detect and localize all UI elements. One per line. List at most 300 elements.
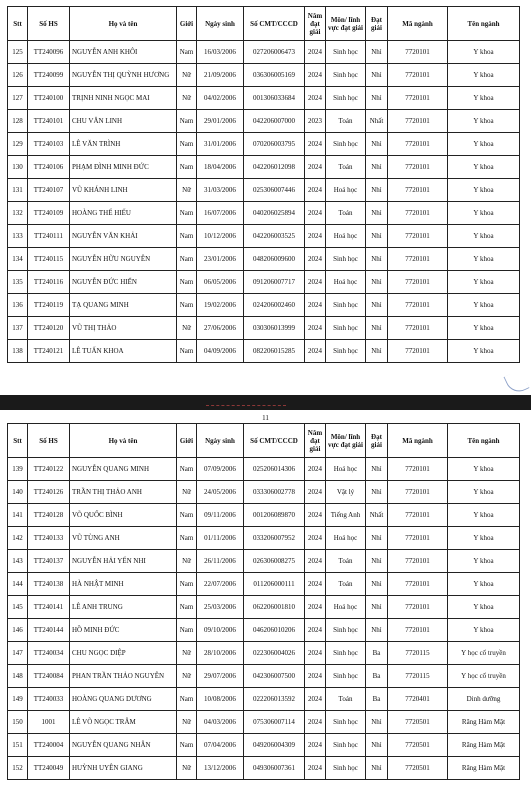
cell-student-id: TT240137 — [28, 550, 70, 573]
cell-student-id: TT240144 — [28, 619, 70, 642]
cell-award-year: 2024 — [305, 711, 326, 734]
cell-stt: 145 — [8, 596, 28, 619]
cell-id-number: 075306007114 — [244, 711, 305, 734]
cell-gender: Nam — [177, 504, 197, 527]
cell-birth-date: 09/10/2006 — [197, 619, 244, 642]
cell-id-number: 082206015285 — [244, 340, 305, 363]
cell-major-name: Y khoa — [448, 550, 520, 573]
col-header-award: Đạt giải — [366, 424, 388, 458]
cell-award-year: 2024 — [305, 550, 326, 573]
cell-id-number: 033206007952 — [244, 527, 305, 550]
cell-award: Ba — [366, 688, 388, 711]
table-row — [8, 225, 520, 248]
cell-major-name: Y khoa — [448, 202, 520, 225]
cell-major-name: Y khoa — [448, 458, 520, 481]
cell-major-name: Răng Hàm Mặt — [448, 711, 520, 734]
cell-stt: 150 — [8, 711, 28, 734]
cell-full-name: VÕ QUỐC BÌNH — [70, 504, 177, 527]
cell-subject: Sinh học — [326, 317, 366, 340]
cell-major-code: 7720101 — [388, 110, 448, 133]
col-header-id-number: Số CMT/CCCD — [244, 424, 305, 458]
cell-award: Nhì — [366, 133, 388, 156]
cell-award: Nhì — [366, 757, 388, 780]
cell-subject: Sinh học — [326, 87, 366, 110]
cell-award: Nhất — [366, 110, 388, 133]
cell-award-year: 2024 — [305, 688, 326, 711]
col-header-major-name: Tên ngành — [448, 7, 520, 41]
cell-full-name: HOÀNG THẾ HIẾU — [70, 202, 177, 225]
cell-stt: 126 — [8, 64, 28, 87]
cell-subject: Sinh học — [326, 294, 366, 317]
cell-full-name: LÊ VĂN TRÌNH — [70, 133, 177, 156]
cell-gender: Nam — [177, 41, 197, 64]
cell-subject: Sinh học — [326, 340, 366, 363]
table-row — [8, 550, 520, 573]
cell-major-name: Y khoa — [448, 619, 520, 642]
cell-major-name: Y học cổ truyền — [448, 642, 520, 665]
cell-birth-date: 16/07/2006 — [197, 202, 244, 225]
cell-student-id: TT240106 — [28, 156, 70, 179]
table-row — [8, 64, 520, 87]
cell-id-number: 070206003795 — [244, 133, 305, 156]
cell-full-name: HÀ NHẬT MINH — [70, 573, 177, 596]
cell-full-name: VŨ KHÁNH LINH — [70, 179, 177, 202]
cell-id-number: 022206013592 — [244, 688, 305, 711]
cell-major-code: 7720101 — [388, 504, 448, 527]
cell-student-id: TT240096 — [28, 41, 70, 64]
cell-full-name: LÊ VÕ NGỌC TRÂM — [70, 711, 177, 734]
cell-award-year: 2024 — [305, 64, 326, 87]
cell-student-id: TT240115 — [28, 248, 70, 271]
cell-gender: Nam — [177, 596, 197, 619]
cell-gender: Nam — [177, 156, 197, 179]
cell-stt: 131 — [8, 179, 28, 202]
cell-subject: Hoá học — [326, 458, 366, 481]
cell-stt: 148 — [8, 665, 28, 688]
cell-award: Nhì — [366, 41, 388, 64]
cell-award-year: 2024 — [305, 133, 326, 156]
col-header-id-number: Số CMT/CCCD — [244, 7, 305, 41]
cell-student-id: TT240128 — [28, 504, 70, 527]
cell-award: Nhì — [366, 458, 388, 481]
cell-stt: 138 — [8, 340, 28, 363]
table-row — [8, 294, 520, 317]
cell-birth-date: 18/04/2006 — [197, 156, 244, 179]
cell-subject: Sinh học — [326, 734, 366, 757]
cell-gender: Nam — [177, 271, 197, 294]
document-page-1 — [0, 0, 531, 395]
table-row — [8, 596, 520, 619]
col-header-major-name: Tên ngành — [448, 424, 520, 458]
cell-major-name: Y khoa — [448, 41, 520, 64]
cell-student-id: TT240119 — [28, 294, 70, 317]
cell-major-name: Y khoa — [448, 110, 520, 133]
cell-major-code: 7720101 — [388, 225, 448, 248]
cell-full-name: NGUYỄN QUANG MINH — [70, 458, 177, 481]
cell-award: Nhì — [366, 711, 388, 734]
cell-stt: 133 — [8, 225, 28, 248]
cell-major-code: 7720101 — [388, 340, 448, 363]
cell-birth-date: 23/01/2006 — [197, 248, 244, 271]
cell-birth-date: 04/02/2006 — [197, 87, 244, 110]
cell-subject: Sinh học — [326, 41, 366, 64]
col-header-student-id: Số HS — [28, 7, 70, 41]
cell-stt: 151 — [8, 734, 28, 757]
cell-student-id: TT240120 — [28, 317, 70, 340]
cell-birth-date: 09/11/2006 — [197, 504, 244, 527]
table-row — [8, 711, 520, 734]
cell-major-code: 7720101 — [388, 202, 448, 225]
cell-subject: Toán — [326, 202, 366, 225]
cell-id-number: 030306013999 — [244, 317, 305, 340]
cell-gender: Nữ — [177, 642, 197, 665]
cell-full-name: NGUYỄN VĂN KHẢI — [70, 225, 177, 248]
cell-gender: Nam — [177, 110, 197, 133]
cell-full-name: NGUYỄN QUANG NHÂN — [70, 734, 177, 757]
cell-id-number: 042306007500 — [244, 665, 305, 688]
table-row — [8, 110, 520, 133]
cell-full-name: HỒ MINH ĐỨC — [70, 619, 177, 642]
cell-major-name: Y khoa — [448, 87, 520, 110]
cell-gender: Nam — [177, 340, 197, 363]
col-header-student-id: Số HS — [28, 424, 70, 458]
cell-student-id: TT240100 — [28, 87, 70, 110]
cell-award: Nhì — [366, 550, 388, 573]
cell-stt: 134 — [8, 248, 28, 271]
cell-major-name: Răng Hàm Mặt — [448, 734, 520, 757]
cell-award-year: 2024 — [305, 642, 326, 665]
cell-award-year: 2024 — [305, 573, 326, 596]
cell-birth-date: 01/11/2006 — [197, 527, 244, 550]
cell-student-id: TT240049 — [28, 757, 70, 780]
cell-birth-date: 19/02/2006 — [197, 294, 244, 317]
table-row — [8, 458, 520, 481]
cell-stt: 152 — [8, 757, 28, 780]
cell-gender: Nam — [177, 294, 197, 317]
cell-id-number: 091206007717 — [244, 271, 305, 294]
cell-id-number: 062206001810 — [244, 596, 305, 619]
cell-major-name: Y khoa — [448, 294, 520, 317]
col-header-stt: Stt — [8, 424, 28, 458]
cell-award-year: 2024 — [305, 156, 326, 179]
cell-subject: Sinh học — [326, 757, 366, 780]
cell-id-number: 024206002460 — [244, 294, 305, 317]
cell-award-year: 2024 — [305, 481, 326, 504]
cell-award-year: 2024 — [305, 87, 326, 110]
cell-gender: Nam — [177, 225, 197, 248]
table-row — [8, 156, 520, 179]
cell-major-code: 7720115 — [388, 642, 448, 665]
cell-major-code: 7720101 — [388, 64, 448, 87]
cell-birth-date: 06/05/2006 — [197, 271, 244, 294]
cell-award-year: 2024 — [305, 458, 326, 481]
cell-id-number: 042206003525 — [244, 225, 305, 248]
cell-subject: Tiếng Anh — [326, 504, 366, 527]
cell-stt: 140 — [8, 481, 28, 504]
col-header-full-name: Họ và tên — [70, 7, 177, 41]
cell-subject: Sinh học — [326, 619, 366, 642]
cell-birth-date: 27/06/2006 — [197, 317, 244, 340]
cell-subject: Sinh học — [326, 665, 366, 688]
table-row — [8, 573, 520, 596]
table-row — [8, 734, 520, 757]
cell-student-id: TT240126 — [28, 481, 70, 504]
cell-major-name: Y khoa — [448, 504, 520, 527]
cell-full-name: VŨ THỊ THẢO — [70, 317, 177, 340]
cell-major-name: Y khoa — [448, 481, 520, 504]
cell-student-id: TT240034 — [28, 642, 70, 665]
cell-id-number: 048206009600 — [244, 248, 305, 271]
table-row — [8, 688, 520, 711]
cell-student-id: TT240141 — [28, 596, 70, 619]
table-row — [8, 133, 520, 156]
cell-gender: Nam — [177, 248, 197, 271]
cell-subject: Sinh học — [326, 64, 366, 87]
table-row — [8, 665, 520, 688]
cell-birth-date: 16/03/2006 — [197, 41, 244, 64]
cell-id-number: 001206089870 — [244, 504, 305, 527]
cell-subject: Hoá học — [326, 596, 366, 619]
cell-award-year: 2024 — [305, 734, 326, 757]
col-header-major-code: Mã ngành — [388, 424, 448, 458]
cell-gender: Nữ — [177, 757, 197, 780]
cell-id-number: 036306005169 — [244, 64, 305, 87]
cell-stt: 141 — [8, 504, 28, 527]
cell-student-id: 1001 — [28, 711, 70, 734]
cell-subject: Sinh học — [326, 642, 366, 665]
cell-full-name: NGUYỄN ĐỨC HIỂN — [70, 271, 177, 294]
cell-award: Nhì — [366, 225, 388, 248]
cell-award-year: 2024 — [305, 225, 326, 248]
cell-major-code: 7720101 — [388, 596, 448, 619]
cell-stt: 132 — [8, 202, 28, 225]
cell-gender: Nam — [177, 458, 197, 481]
table-row — [8, 642, 520, 665]
cell-award-year: 2024 — [305, 504, 326, 527]
table-body-page-2 — [8, 458, 520, 780]
cell-subject: Toán — [326, 573, 366, 596]
cell-award-year: 2024 — [305, 596, 326, 619]
cell-major-name: Y khoa — [448, 248, 520, 271]
cell-id-number: 046206010206 — [244, 619, 305, 642]
cell-gender: Nữ — [177, 481, 197, 504]
cell-major-code: 7720101 — [388, 271, 448, 294]
table-row — [8, 41, 520, 64]
cell-full-name: VŨ TÙNG ANH — [70, 527, 177, 550]
cell-stt: 139 — [8, 458, 28, 481]
cell-major-name: Y khoa — [448, 527, 520, 550]
col-header-major-code: Mã ngành — [388, 7, 448, 41]
cell-id-number: 040206025894 — [244, 202, 305, 225]
cell-stt: 136 — [8, 294, 28, 317]
cell-major-name: Răng Hàm Mặt — [448, 757, 520, 780]
cell-full-name: PHAN TRẦN THẢO NGUYÊN — [70, 665, 177, 688]
cell-full-name: LÊ TUẤN KHOA — [70, 340, 177, 363]
cell-birth-date: 10/08/2006 — [197, 688, 244, 711]
cell-student-id: TT240109 — [28, 202, 70, 225]
cell-birth-date: 21/09/2006 — [197, 64, 244, 87]
cell-gender: Nữ — [177, 711, 197, 734]
cell-major-name: Y khoa — [448, 179, 520, 202]
cell-birth-date: 31/03/2006 — [197, 179, 244, 202]
cell-award: Nhì — [366, 87, 388, 110]
cell-full-name: NGUYỄN HẢI YẾN NHI — [70, 550, 177, 573]
cell-gender: Nam — [177, 527, 197, 550]
cell-award-year: 2024 — [305, 41, 326, 64]
cell-award: Nhì — [366, 317, 388, 340]
table-row — [8, 340, 520, 363]
cell-major-code: 7720401 — [388, 688, 448, 711]
cell-id-number: 042206007000 — [244, 110, 305, 133]
cell-major-code: 7720101 — [388, 458, 448, 481]
cell-full-name: PHẠM ĐÌNH MINH ĐỨC — [70, 156, 177, 179]
cell-award-year: 2024 — [305, 619, 326, 642]
cell-major-code: 7720101 — [388, 179, 448, 202]
cell-birth-date: 29/01/2006 — [197, 110, 244, 133]
cell-subject: Hoá học — [326, 527, 366, 550]
col-header-subject: Môn/ lĩnh vực đạt giải — [326, 7, 366, 41]
cell-birth-date: 22/07/2006 — [197, 573, 244, 596]
cell-birth-date: 13/12/2006 — [197, 757, 244, 780]
cell-stt: 129 — [8, 133, 28, 156]
cell-full-name: TẠ QUANG MINH — [70, 294, 177, 317]
cell-full-name: HUỲNH UYÊN GIANG — [70, 757, 177, 780]
cell-subject: Toán — [326, 688, 366, 711]
cell-major-name: Y khoa — [448, 271, 520, 294]
cell-birth-date: 24/05/2006 — [197, 481, 244, 504]
cell-birth-date: 31/01/2006 — [197, 133, 244, 156]
table-row — [8, 271, 520, 294]
cell-birth-date: 29/07/2006 — [197, 665, 244, 688]
cell-stt: 130 — [8, 156, 28, 179]
cell-award-year: 2024 — [305, 317, 326, 340]
cell-birth-date: 28/10/2006 — [197, 642, 244, 665]
table-header-row — [8, 7, 520, 41]
cell-award-year: 2024 — [305, 665, 326, 688]
cell-major-code: 7720501 — [388, 711, 448, 734]
cell-award-year: 2024 — [305, 340, 326, 363]
cell-student-id: TT240122 — [28, 458, 70, 481]
cell-student-id: TT240084 — [28, 665, 70, 688]
col-header-award: Đạt giải — [366, 7, 388, 41]
cell-major-name: Y khoa — [448, 64, 520, 87]
cell-stt: 127 — [8, 87, 28, 110]
cell-student-id: TT240033 — [28, 688, 70, 711]
cell-student-id: TT240133 — [28, 527, 70, 550]
cell-student-id: TT240107 — [28, 179, 70, 202]
cell-major-code: 7720101 — [388, 294, 448, 317]
cell-major-name: Y khoa — [448, 225, 520, 248]
cell-major-code: 7720101 — [388, 87, 448, 110]
cell-award: Nhì — [366, 271, 388, 294]
cell-subject: Hoá học — [326, 271, 366, 294]
page-number: 11 — [262, 414, 269, 422]
cell-subject: Sinh học — [326, 711, 366, 734]
cell-subject: Toán — [326, 110, 366, 133]
cell-major-code: 7720501 — [388, 757, 448, 780]
cell-major-name: Dinh dưỡng — [448, 688, 520, 711]
cell-award: Nhì — [366, 202, 388, 225]
cell-award: Nhì — [366, 340, 388, 363]
cell-award-year: 2024 — [305, 202, 326, 225]
cell-major-code: 7720501 — [388, 734, 448, 757]
results-table-page-2 — [7, 423, 520, 780]
cell-award: Nhì — [366, 294, 388, 317]
cell-major-name: Y khoa — [448, 596, 520, 619]
cell-gender: Nam — [177, 734, 197, 757]
cell-birth-date: 07/04/2006 — [197, 734, 244, 757]
cell-major-name: Y khoa — [448, 156, 520, 179]
cell-full-name: NGUYỄN ANH KHÔI — [70, 41, 177, 64]
cell-id-number: 026306008275 — [244, 550, 305, 573]
cell-major-code: 7720115 — [388, 665, 448, 688]
cell-stt: 142 — [8, 527, 28, 550]
col-header-birth-date: Ngày sinh — [197, 424, 244, 458]
cell-student-id: TT240138 — [28, 573, 70, 596]
cell-birth-date: 04/03/2006 — [197, 711, 244, 734]
cell-award-year: 2023 — [305, 110, 326, 133]
cell-award: Ba — [366, 665, 388, 688]
cell-stt: 135 — [8, 271, 28, 294]
cell-student-id: TT240121 — [28, 340, 70, 363]
cell-major-code: 7720101 — [388, 573, 448, 596]
cell-student-id: TT240099 — [28, 64, 70, 87]
cell-student-id: TT240004 — [28, 734, 70, 757]
table-row — [8, 527, 520, 550]
cell-id-number: 049306007361 — [244, 757, 305, 780]
cell-major-code: 7720101 — [388, 481, 448, 504]
cell-birth-date: 04/09/2006 — [197, 340, 244, 363]
cell-subject: Vật lý — [326, 481, 366, 504]
cell-id-number: 049206004309 — [244, 734, 305, 757]
cell-birth-date: 25/03/2006 — [197, 596, 244, 619]
cell-award-year: 2024 — [305, 294, 326, 317]
cell-gender: Nam — [177, 573, 197, 596]
cell-id-number: 011206000111 — [244, 573, 305, 596]
cell-gender: Nữ — [177, 550, 197, 573]
cell-gender: Nữ — [177, 64, 197, 87]
table-row — [8, 619, 520, 642]
table-header-row — [8, 424, 520, 458]
cell-stt: 144 — [8, 573, 28, 596]
table-body-page-1 — [8, 41, 520, 363]
cell-full-name: CHU NGỌC DIỆP — [70, 642, 177, 665]
cell-birth-date: 07/09/2006 — [197, 458, 244, 481]
cell-major-code: 7720101 — [388, 317, 448, 340]
col-header-subject: Môn/ lĩnh vực đạt giải — [326, 424, 366, 458]
cell-subject: Hoá học — [326, 179, 366, 202]
cell-stt: 146 — [8, 619, 28, 642]
cell-major-code: 7720101 — [388, 156, 448, 179]
cell-full-name: NGUYỄN HỮU NGUYÊN — [70, 248, 177, 271]
cell-id-number: 033306002778 — [244, 481, 305, 504]
cell-id-number: 025306007446 — [244, 179, 305, 202]
cell-award: Nhì — [366, 527, 388, 550]
cell-stt: 137 — [8, 317, 28, 340]
cell-subject: Hoá học — [326, 225, 366, 248]
cell-award-year: 2024 — [305, 179, 326, 202]
cell-full-name: TRẦN THỊ THẢO ANH — [70, 481, 177, 504]
cell-gender: Nữ — [177, 179, 197, 202]
table-row — [8, 248, 520, 271]
cell-major-name: Y khoa — [448, 133, 520, 156]
cell-major-code: 7720101 — [388, 133, 448, 156]
cell-major-code: 7720101 — [388, 527, 448, 550]
col-header-birth-date: Ngày sinh — [197, 7, 244, 41]
cell-id-number: 022306004026 — [244, 642, 305, 665]
table-row — [8, 481, 520, 504]
cell-stt: 143 — [8, 550, 28, 573]
